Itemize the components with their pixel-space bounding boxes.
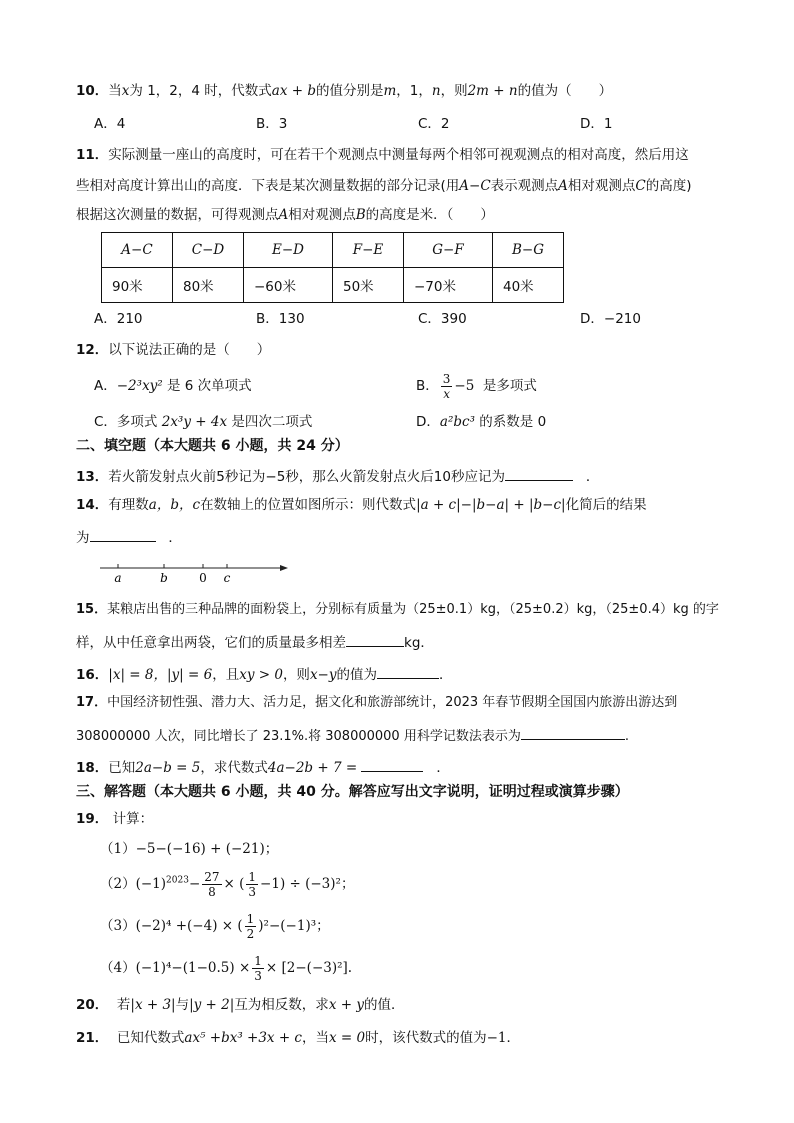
text: ． bbox=[168, 530, 182, 546]
question-19-stem bbox=[76, 810, 153, 828]
text: . bbox=[624, 729, 629, 744]
table-cell: 90米 bbox=[102, 268, 173, 303]
number-line-figure bbox=[96, 558, 296, 588]
text: A． bbox=[94, 378, 117, 394]
exponent: 2023 bbox=[166, 875, 189, 886]
question-number: 11． bbox=[76, 147, 109, 163]
option-a: A．4 bbox=[94, 116, 126, 132]
question-11-line3 bbox=[76, 206, 494, 224]
text: 根据这次测量的数据，可得观测点 bbox=[76, 207, 279, 223]
text: B． bbox=[416, 378, 439, 394]
question-16 bbox=[76, 664, 453, 684]
text: 有理数 bbox=[108, 497, 149, 513]
tick-label: c bbox=[223, 571, 231, 585]
math: a²bc³ bbox=[439, 414, 475, 430]
fraction bbox=[202, 870, 221, 899]
math: × [2−(−3)²]. bbox=[265, 960, 353, 976]
question-number: 18． bbox=[76, 760, 109, 776]
text: 的值为（ ） bbox=[517, 83, 613, 99]
math: xy > 0 bbox=[239, 667, 283, 683]
text: 表示观测点 bbox=[490, 178, 559, 194]
fraction bbox=[441, 372, 453, 401]
option-b: B．130 bbox=[256, 311, 305, 327]
fraction-denominator: 3 bbox=[248, 885, 257, 899]
question-10-stem bbox=[76, 82, 612, 100]
text: 时，该代数式的值为 bbox=[365, 1030, 487, 1046]
option-c: C．2 bbox=[418, 116, 450, 132]
math: x = 0 bbox=[329, 1030, 366, 1046]
section-heading-solutions: 三、解答题（本大题共 6 小题，共 40 分。解答应写出文字说明，证明过程或演算步骤） bbox=[76, 784, 629, 800]
math: −2³xy² bbox=[116, 378, 163, 394]
text: 中国经济韧性强、潜力大、活力足，据文化和旅游部统计，2023 年春节假期全国国内旅游出游达到 bbox=[107, 695, 678, 710]
question-number: 16． bbox=[76, 667, 109, 683]
tick-label: 0 bbox=[199, 571, 207, 585]
question-19-part3 bbox=[100, 906, 330, 946]
math: A−C bbox=[459, 178, 491, 194]
text: 是多项式 bbox=[482, 378, 537, 394]
table-header-cell: G−F bbox=[404, 233, 493, 268]
math: )²−(−1)³； bbox=[258, 918, 330, 934]
table-cell: 40米 bbox=[493, 268, 564, 303]
text: 某粮店出售的三种品牌的面粉袋上，分别标有质量为（25±0.1）kg，（25±0.2）kg，（25±0.4）kg 的字 bbox=[107, 602, 719, 617]
text: ，则 bbox=[440, 83, 468, 99]
fraction bbox=[252, 954, 264, 983]
question-17-line1 bbox=[76, 694, 677, 712]
option-d: D．−210 bbox=[580, 311, 641, 327]
math: x bbox=[121, 83, 130, 99]
table-cell: 80米 bbox=[173, 268, 244, 303]
text: 计算： bbox=[112, 811, 154, 827]
question-14-line1 bbox=[76, 496, 647, 514]
tick-label: a bbox=[114, 571, 122, 585]
text: 是四次二项式 bbox=[231, 414, 313, 430]
text: 化简后的结果 bbox=[565, 497, 647, 513]
question-11-line1 bbox=[76, 146, 689, 164]
table-header-cell: C−D bbox=[173, 233, 244, 268]
math: −5 bbox=[454, 378, 475, 394]
math: 4a−2b + 7 = bbox=[267, 760, 358, 776]
question-number: 12． bbox=[76, 342, 109, 358]
math: −1 bbox=[486, 1030, 507, 1046]
section-heading-fill-in: 二、填空题（本大题共 6 小题，共 24 分） bbox=[76, 438, 349, 454]
question-11-line2 bbox=[76, 177, 692, 195]
question-20 bbox=[76, 996, 404, 1014]
math: B bbox=[355, 207, 366, 223]
option-d bbox=[416, 413, 546, 431]
text: ，求代数式 bbox=[200, 760, 268, 776]
fraction-numerator: 1 bbox=[248, 870, 257, 884]
math: A bbox=[558, 178, 568, 194]
table-header-cell: A−C bbox=[102, 233, 173, 268]
text: 相对观测点 bbox=[567, 178, 636, 194]
table-header-cell: B−G bbox=[493, 233, 564, 268]
math: m bbox=[383, 83, 397, 99]
text: 的值为 bbox=[336, 667, 377, 683]
question-19-part2 bbox=[100, 864, 354, 904]
fraction-numerator: 27 bbox=[204, 870, 220, 884]
option-a: A．210 bbox=[94, 311, 143, 327]
fraction-denominator: 2 bbox=[246, 927, 255, 941]
answer-blank bbox=[377, 664, 439, 679]
option-d: D．1 bbox=[580, 116, 613, 132]
text: ，则 bbox=[282, 667, 310, 683]
text: kg． bbox=[404, 635, 434, 651]
math: × ( bbox=[223, 876, 245, 892]
option-b: B．3 bbox=[256, 116, 288, 132]
text: 若 bbox=[116, 997, 131, 1013]
question-15-line1 bbox=[76, 601, 719, 619]
question-number: 21． bbox=[76, 1030, 109, 1046]
table-row bbox=[102, 268, 564, 303]
height-data-table bbox=[101, 232, 564, 303]
text: ． bbox=[436, 760, 450, 776]
math: |y + 2| bbox=[189, 997, 235, 1013]
text: 的值． bbox=[363, 997, 405, 1013]
text: 已知 bbox=[108, 760, 136, 776]
text: D． bbox=[416, 414, 440, 430]
math: （4）(−1)⁴−(1−0.5) × bbox=[100, 960, 251, 976]
question-14-line2 bbox=[76, 527, 182, 547]
question-number: 19． bbox=[76, 811, 109, 827]
math: −1) ÷ (−3)²； bbox=[260, 876, 355, 892]
question-number: 15． bbox=[76, 602, 108, 617]
math: x−y bbox=[309, 667, 337, 683]
text: 的系数是 0 bbox=[479, 414, 547, 430]
option-b bbox=[416, 368, 537, 404]
table-header-cell: E−D bbox=[244, 233, 333, 268]
text: 若火箭发射点火前5秒记为−5秒，那么火箭发射点火后10秒应记为 bbox=[108, 469, 505, 485]
math: C bbox=[635, 178, 646, 194]
question-18 bbox=[76, 757, 450, 777]
table-cell: −60米 bbox=[244, 268, 333, 303]
text: ． bbox=[585, 469, 600, 485]
answer-blank bbox=[90, 527, 156, 542]
table-cell: −70米 bbox=[404, 268, 493, 303]
text: 当 bbox=[108, 83, 122, 99]
text: 的高度) bbox=[645, 178, 692, 194]
fraction-denominator: 8 bbox=[208, 885, 216, 899]
answer-blank bbox=[346, 632, 404, 647]
math: − bbox=[188, 876, 201, 892]
text: 与 bbox=[175, 997, 190, 1013]
text: 的高度是米．（ ） bbox=[365, 207, 494, 223]
question-17-line2 bbox=[76, 725, 629, 746]
text: 以下说法正确的是（ ） bbox=[108, 342, 271, 358]
text: 308000000 人次，同比增长了 23.1%.将 308000000 用科学记数法表示为 bbox=[76, 729, 521, 744]
question-19-part1 bbox=[100, 840, 278, 858]
fraction-numerator: 1 bbox=[246, 912, 255, 926]
math: |x| = 8，|y| = 6 bbox=[108, 667, 213, 683]
text: 实际测量一座山的高度时，可在若干个观测点中测量每两个相邻可视观测点的相对高度，然后用这 bbox=[108, 147, 689, 163]
fraction-numerator: 1 bbox=[254, 954, 262, 968]
math: （1）−5−(−16) + (−21)； bbox=[100, 841, 279, 857]
text: 是 6 次单项式 bbox=[167, 378, 252, 394]
fraction bbox=[246, 870, 258, 899]
question-15-line2 bbox=[76, 632, 434, 652]
fraction-numerator: 3 bbox=[442, 371, 451, 386]
question-number: 14． bbox=[76, 497, 109, 513]
math: A bbox=[278, 207, 289, 223]
math: 2m + n bbox=[467, 83, 518, 99]
question-13 bbox=[76, 466, 599, 486]
text: 在数轴上的位置如图所示：则代数式 bbox=[200, 497, 417, 513]
question-number: 10． bbox=[76, 83, 109, 99]
question-number: 20． bbox=[76, 997, 109, 1013]
math: 2a−b = 5 bbox=[135, 760, 201, 776]
math: （3）(−2)⁴ +(−4) × ( bbox=[100, 918, 243, 934]
answer-blank bbox=[505, 466, 573, 481]
tick-label: b bbox=[160, 571, 168, 585]
option-a bbox=[94, 377, 252, 395]
math: x + y bbox=[328, 997, 364, 1013]
text: 为 1，2，4 时，代数式 bbox=[129, 83, 272, 99]
question-number: 17． bbox=[76, 695, 108, 710]
fraction-denominator: x bbox=[443, 386, 450, 401]
fraction bbox=[245, 912, 257, 941]
arrow-icon bbox=[280, 565, 288, 571]
text: ，且 bbox=[212, 667, 240, 683]
fraction-denominator: 3 bbox=[254, 969, 262, 983]
text: 样，从中任意拿出两袋，它们的质量最多相差 bbox=[76, 635, 346, 651]
text: 些相对高度计算出山的高度．下表是某次测量数据的部分记录(用 bbox=[76, 178, 460, 194]
math: a，b，c bbox=[148, 497, 201, 513]
text: ． bbox=[439, 667, 453, 683]
text: 的值分别是 bbox=[315, 83, 384, 99]
table-header-row bbox=[102, 233, 564, 268]
question-number: 13． bbox=[76, 469, 109, 485]
text: ，当 bbox=[302, 1030, 329, 1046]
math: |x + 3| bbox=[130, 997, 176, 1013]
text: C．多项式 bbox=[94, 414, 158, 430]
table-header-cell: F−E bbox=[333, 233, 404, 268]
math: ax + b bbox=[271, 83, 316, 99]
math: ax⁵ +bx³ +3x + c bbox=[184, 1030, 302, 1046]
text: 相对观测点 bbox=[288, 207, 356, 223]
answer-blank bbox=[521, 725, 625, 740]
answer-blank bbox=[361, 757, 423, 772]
math: |a + c|−|b−a| + |b−c| bbox=[416, 497, 566, 513]
text: ，1， bbox=[396, 83, 432, 99]
math: 2x³y + 4x bbox=[161, 414, 228, 430]
question-19-part4 bbox=[100, 948, 352, 988]
table-cell: 50米 bbox=[333, 268, 404, 303]
math: n bbox=[431, 83, 441, 99]
question-21 bbox=[76, 1029, 520, 1047]
text: 互为相反数，求 bbox=[234, 997, 329, 1013]
text: 已知代数式 bbox=[116, 1030, 185, 1046]
option-c bbox=[94, 413, 312, 431]
text: ． bbox=[506, 1030, 521, 1046]
math: （2）(−1) bbox=[100, 876, 167, 892]
text: 为 bbox=[76, 530, 90, 546]
question-12-stem bbox=[76, 341, 270, 359]
option-c: C．390 bbox=[418, 311, 467, 327]
